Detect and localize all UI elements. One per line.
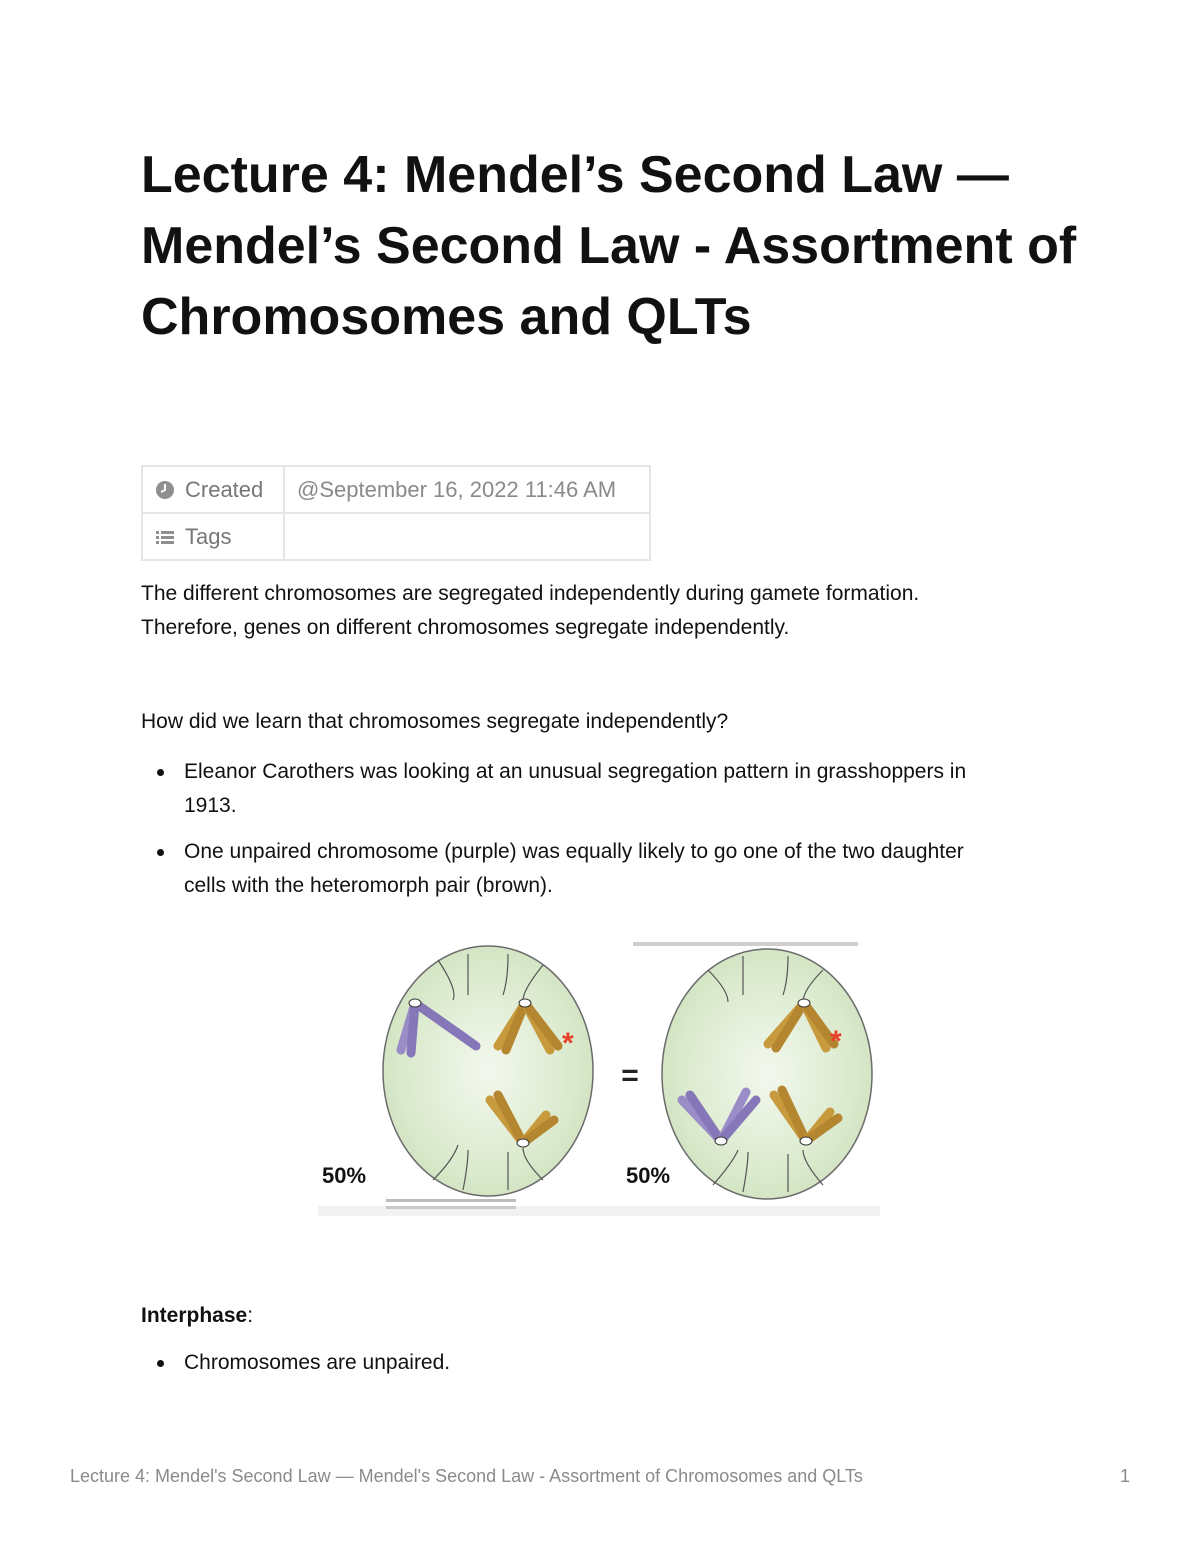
list-item (141, 1346, 1081, 1380)
property-key (142, 513, 284, 560)
figure-caption-smudge (386, 1206, 516, 1209)
bullet-list-carothers (141, 755, 1081, 915)
question-paragraph: How did we learn that chromosomes segregate independently? (141, 710, 729, 733)
right-percent-label: 50% (626, 1163, 671, 1188)
property-value (284, 513, 650, 560)
clock-icon (155, 480, 175, 500)
intro-paragraph (141, 577, 1081, 645)
bullet-line: One unpaired chromosome (purple) was equally likely to go one of the two daughter (184, 840, 964, 863)
bullet-list-interphase (141, 1346, 1081, 1392)
bullet-line: Eleanor Carothers was looking at an unusual segregation pattern in grasshoppers in (184, 760, 967, 783)
bullet-dot (157, 849, 164, 856)
interphase-suffix: : (247, 1304, 254, 1327)
bullet-line: 1913. (184, 794, 237, 817)
asterisk-marker: * (562, 1027, 574, 1060)
left-percent-label: 50% (322, 1163, 367, 1188)
property-key (142, 466, 284, 513)
list-icon (155, 527, 175, 547)
equals-sign: = (621, 1059, 639, 1092)
footer-page-number: 1 (1119, 1466, 1130, 1486)
interphase-label: Interphase (141, 1304, 248, 1327)
bullet-line: Chromosomes are unpaired. (184, 1351, 451, 1374)
intro-line: The different chromosomes are segregated independently during gamete formation. (141, 582, 920, 605)
property-row-created (142, 466, 650, 513)
property-key-label: Tags (185, 524, 232, 550)
bullet-dot (157, 1360, 164, 1367)
left-cell (383, 946, 593, 1196)
footer-title: Lecture 4: Mendel's Second Law — Mendel's Second Law - Assortment of Chromosomes and QLTs (70, 1466, 863, 1486)
intro-line: Therefore, genes on different chromosomes segregate independently. (141, 616, 790, 639)
page-title: Lecture 4: Mendel’s Second Law — Mendel’s Second Law - Assortment of Chromosomes and QLTs (141, 146, 1077, 346)
list-item (141, 755, 1081, 823)
list-item (141, 835, 1081, 903)
property-key-label: Created (185, 477, 264, 503)
right-cell (662, 949, 872, 1199)
figure-caption-smudge (386, 1199, 516, 1202)
bullet-line: cells with the heteromorph pair (brown). (184, 874, 553, 897)
bullet-dot (157, 769, 164, 776)
property-value: @September 16, 2022 11:46 AM (284, 466, 650, 513)
interphase-heading (141, 1299, 1081, 1333)
properties-table (141, 465, 651, 561)
property-row-tags (142, 513, 650, 560)
chromosome-segregation-figure (318, 940, 880, 1216)
asterisk-marker: * (830, 1025, 842, 1058)
